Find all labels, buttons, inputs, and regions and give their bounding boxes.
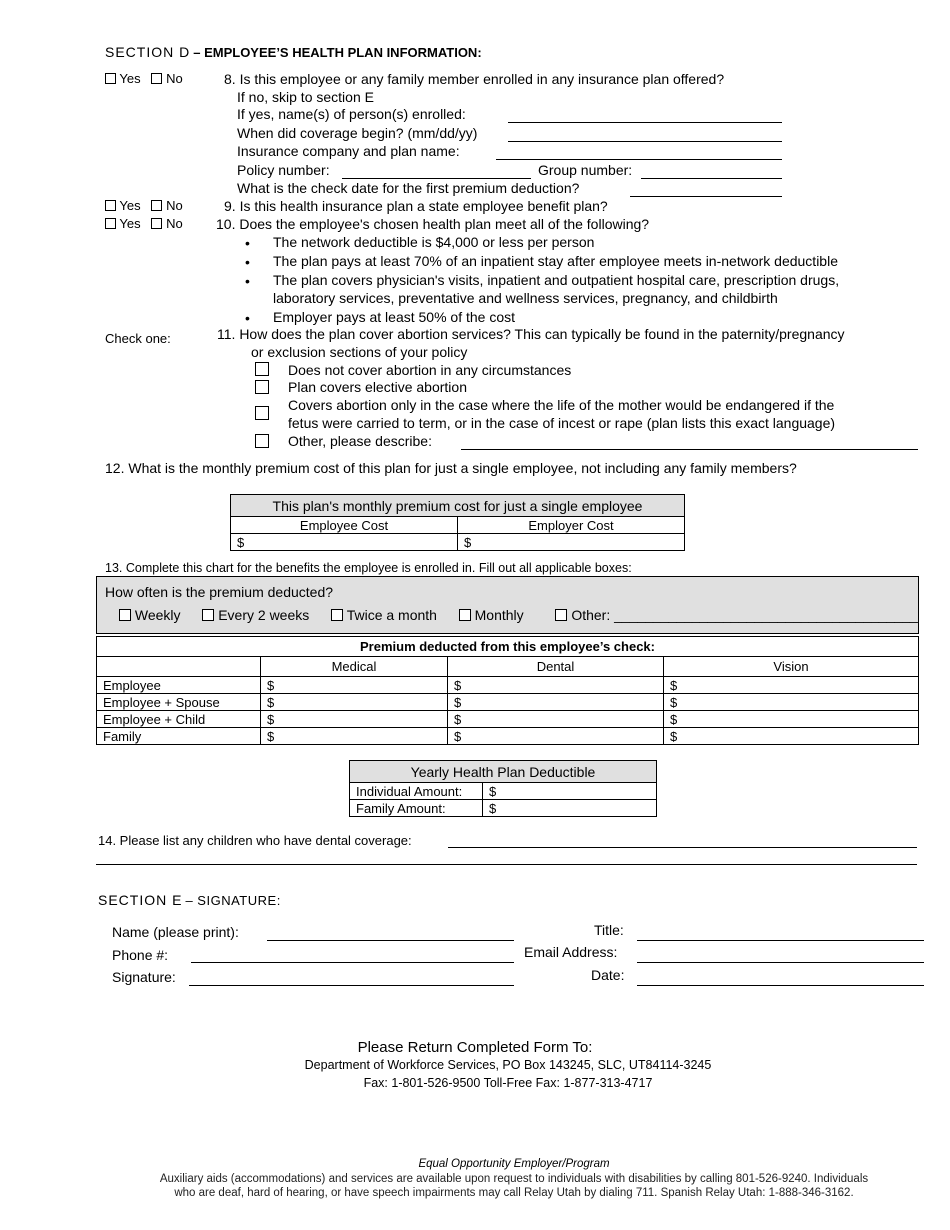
employee-cost-header: Employee Cost (231, 517, 458, 534)
q13-instruction: 13. Complete this chart for the benefits the employee is enrolled in. Fill out all applicable boxes: (105, 561, 632, 575)
frequency-box (96, 576, 919, 634)
q8-insurer-field[interactable] (496, 159, 782, 160)
child-dental-field[interactable]: $ (448, 711, 664, 728)
q10-yes-checkbox[interactable] (105, 218, 116, 229)
row-employee-child: Employee + Child (97, 711, 261, 728)
deduction-table-title: Premium deducted from this employee’s check: (97, 637, 919, 657)
section-e-label: SECTION E (98, 892, 183, 908)
q14-children-field-2[interactable] (96, 864, 917, 865)
q11-opt3-label-cont: fetus were carried to term, or in the case of incest or rape (plan lists this exact language) (288, 415, 836, 431)
family-amount-label: Family Amount: (350, 800, 483, 817)
bullet-2: • (245, 254, 250, 270)
section-e-title: – SIGNATURE: (185, 893, 281, 908)
q9-yes-no (105, 198, 183, 213)
q11-question-cont: or exclusion sections of your policy (251, 344, 468, 360)
q10-criterion-1: The network deductible is $4,000 or less per person (273, 234, 595, 250)
q9-no-checkbox[interactable] (151, 200, 162, 211)
email-field[interactable] (637, 962, 924, 963)
freq-every-2-weeks-label: Every 2 weeks (218, 607, 310, 623)
q8-yes-checkbox[interactable] (105, 73, 116, 84)
child-medical-field[interactable]: $ (261, 711, 448, 728)
q8-yes-label: Yes (119, 71, 141, 86)
q10-yes-no (105, 216, 183, 231)
q10-criterion-4: Employer pays at least 50% of the cost (273, 309, 516, 325)
email-label: Email Address: (524, 944, 618, 960)
phone-label: Phone #: (112, 947, 169, 963)
q10-criterion-3: The plan covers physician's visits, inpatient and outpatient hospital care, prescription drugs, (273, 272, 840, 288)
section-e-heading (98, 892, 281, 908)
section-d-heading (105, 44, 482, 60)
q8-names-field[interactable] (508, 122, 782, 123)
single-premium-title: This plan's monthly premium cost for just a single employee (231, 495, 685, 517)
individual-amount-field[interactable]: $ (483, 783, 657, 800)
q9-yes-label: Yes (119, 198, 141, 213)
q9-no-label: No (166, 198, 183, 213)
q11-opt1-checkbox[interactable] (255, 362, 269, 380)
return-heading: Please Return Completed Form To: (357, 1039, 593, 1056)
title-label: Title: (594, 922, 624, 938)
section-d-label: SECTION D (105, 44, 191, 60)
employer-cost-field[interactable]: $ (458, 534, 685, 551)
q11-opt1-label: Does not cover abortion in any circumstances (288, 362, 572, 378)
return-fax: Fax: 1-801-526-9500 Toll-Free Fax: 1-877-313-4717 (363, 1076, 653, 1090)
q8-policy-label: Policy number: (237, 162, 330, 178)
q10-yes-label: Yes (119, 216, 141, 231)
q10-question: 10. Does the employee's chosen health plan meet all of the following? (216, 216, 650, 232)
q8-no-checkbox[interactable] (151, 73, 162, 84)
name-label: Name (please print): (112, 924, 239, 940)
q11-opt3-checkbox[interactable] (255, 406, 269, 424)
check-one-label: Check one: (105, 331, 171, 346)
signature-field[interactable] (189, 985, 514, 986)
employee-vision-field[interactable]: $ (664, 677, 919, 694)
row-family: Family (97, 728, 261, 745)
frequency-options (119, 607, 918, 623)
eoe-statement: Equal Opportunity Employer/Program (418, 1158, 610, 1170)
q11-question: 11. How does the plan cover abortion services? This can typically be found in the paternity/pregnancy (217, 326, 845, 342)
q10-no-checkbox[interactable] (151, 218, 162, 229)
q9-question: 9. Is this health insurance plan a state employee benefit plan? (224, 198, 608, 214)
col-vision: Vision (664, 657, 919, 677)
q8-names-label: If yes, name(s) of person(s) enrolled: (237, 106, 466, 122)
employee-medical-field[interactable]: $ (261, 677, 448, 694)
accommodations-line-1: Auxiliary aids (accommodations) and services are available upon request to individuals with disabilities by calling 801-526-9240. Individuals (159, 1173, 869, 1185)
bullet-1: • (245, 235, 250, 251)
q8-checkdate-field[interactable] (630, 196, 782, 197)
signature-label: Signature: (112, 969, 176, 985)
name-field[interactable] (267, 940, 514, 941)
q11-opt2-checkbox[interactable] (255, 380, 269, 398)
q11-opt4-label: Other, please describe: (288, 433, 432, 449)
phone-field[interactable] (191, 962, 514, 963)
family-vision-field[interactable]: $ (664, 728, 919, 745)
freq-monthly-label: Monthly (474, 607, 524, 623)
q10-criterion-2: The plan pays at least 70% of an inpatient stay after employee meets in-network deductible (273, 253, 838, 269)
q10-criterion-3-cont: laboratory services, preventative and wellness services, pregnancy, and childbirth (273, 290, 778, 306)
freq-other-checkbox[interactable] (555, 609, 567, 621)
q10-no-label: No (166, 216, 183, 231)
q8-checkdate-label: What is the check date for the first premium deduction? (237, 180, 580, 196)
q14-children-field[interactable] (448, 847, 917, 848)
q8-group-field[interactable] (641, 178, 782, 179)
q8-no-label: No (166, 71, 183, 86)
q8-group-label: Group number: (538, 162, 633, 178)
freq-every-2-weeks-checkbox[interactable] (202, 609, 214, 621)
q8-insurer-label: Insurance company and plan name: (237, 143, 460, 159)
q8-coverage-field[interactable] (508, 141, 782, 142)
family-dental-field[interactable]: $ (448, 728, 664, 745)
employee-dental-field[interactable]: $ (448, 677, 664, 694)
section-d-title: – EMPLOYEE’S HEALTH PLAN INFORMATION: (193, 45, 482, 60)
bullet-3: • (245, 273, 250, 289)
q11-opt3-label: Covers abortion only in the case where the life of the mother would be endangered if the (288, 397, 835, 413)
col-dental: Dental (448, 657, 664, 677)
frequency-question: How often is the premium deducted? (105, 584, 334, 600)
q11-opt2-label: Plan covers elective abortion (288, 379, 467, 395)
freq-weekly-label: Weekly (134, 607, 181, 623)
q8-policy-field[interactable] (342, 178, 531, 179)
q8-question: 8. Is this employee or any family member enrolled in any insurance plan offered? (224, 71, 725, 87)
q8-yes-no (105, 71, 183, 86)
bullet-4: • (245, 310, 250, 326)
individual-amount-label: Individual Amount: (350, 783, 483, 800)
spouse-dental-field[interactable]: $ (448, 694, 664, 711)
employer-cost-header: Employer Cost (458, 517, 685, 534)
freq-weekly-checkbox[interactable] (119, 609, 131, 621)
family-amount-field[interactable]: $ (483, 800, 657, 817)
single-premium-table (230, 494, 685, 551)
q11-other-field[interactable] (461, 449, 918, 450)
family-medical-field[interactable]: $ (261, 728, 448, 745)
deductible-table (349, 760, 657, 817)
row-employee: Employee (97, 677, 261, 694)
freq-monthly-checkbox[interactable] (459, 609, 471, 621)
deduction-table (96, 636, 919, 745)
q11-opt4-checkbox[interactable] (255, 434, 269, 452)
q9-yes-checkbox[interactable] (105, 200, 116, 211)
row-employee-spouse: Employee + Spouse (97, 694, 261, 711)
accommodations-line-2: who are deaf, hard of hearing, or have speech impairments may call Relay Utah by dialing 711. Spanish Relay Utah: 1-888-346-3162. (174, 1187, 854, 1199)
deductible-title: Yearly Health Plan Deductible (350, 761, 657, 783)
q14-question: 14. Please list any children who have dental coverage: (98, 833, 412, 848)
date-field[interactable] (637, 985, 924, 986)
child-vision-field[interactable]: $ (664, 711, 919, 728)
q8-coverage-label: When did coverage begin? (mm/dd/yy) (237, 125, 478, 141)
freq-twice-month-label: Twice a month (346, 607, 437, 623)
deduction-corner (97, 657, 261, 677)
spouse-vision-field[interactable]: $ (664, 694, 919, 711)
title-field[interactable] (637, 940, 924, 941)
col-medical: Medical (261, 657, 448, 677)
employee-cost-field[interactable]: $ (231, 534, 458, 551)
spouse-medical-field[interactable]: $ (261, 694, 448, 711)
q12-question: 12. What is the monthly premium cost of this plan for just a single employee, not including any family members? (105, 460, 797, 476)
return-address: Department of Workforce Services, PO Box 143245, SLC, UT84114-3245 (304, 1058, 712, 1072)
freq-twice-month-checkbox[interactable] (331, 609, 343, 621)
q8-skip: If no, skip to section E (237, 89, 374, 105)
date-label: Date: (591, 967, 625, 983)
freq-other-label[interactable]: Other: _______________________________________ (571, 607, 918, 623)
